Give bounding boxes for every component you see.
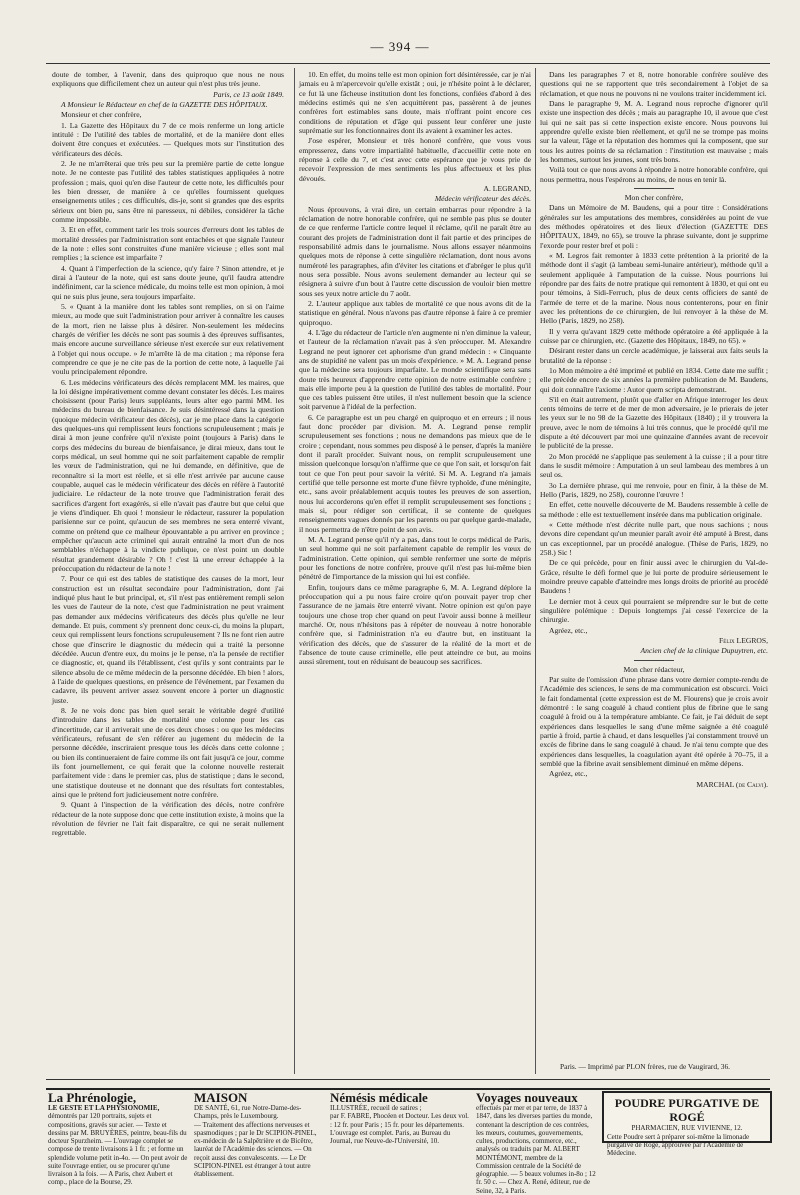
letter-paragraph: 3o La dernière phrase, qui me renvoie, pour en finir, à la thèse de M. Hello (Paris, 1829, no 258), couronne l'œuvre !: [540, 480, 768, 500]
top-rule: [46, 63, 770, 64]
reply-paragraph: 4. L'âge du rédacteur de l'article n'en augmente ni n'en diminue la valeur, et l'auteur de la réclamation n'avait pas à s'en préoccuper. M. Alexandre Legrand ne peut ignorer cet aphorisme d'un grand médecin : « Cinquante ans de stupidité ne valent pas un mois d'expérience. » M. A. Legrand pense que la médecine sera toujours imparfaite. Le monde scientifique sera sans doute très heureux d'apprendre cette opinion de notre estimable confrère ; mais elle importe peu à la question de l'utilité des tables de mortalité. Pour que ces tables puissent être utiles, il n'est nullement besoin que la science soit parvenue à l'idéal de la perfection.: [299, 327, 531, 412]
letter-salutation: Mon cher confrère,: [624, 192, 684, 202]
letter-address: A Monsieur le Rédacteur en chef de la GAZETTE DES HÔPITAUX.: [61, 99, 268, 109]
footer-rule: [46, 1079, 770, 1080]
ad-text: effectués par mer et par terre, de 1837 à 1847, dans les diverses parties du monde, contenant la description de ces contrées, les mœurs, coutumes, gouvernements, cultes, productions, commerce, etc., analysés ou traduits par M. ALBERT MONTÉMONT, membre de la Commission centrale de la Société de géographie. — 5 beaux volumes in-8o ; 12 fr. 50 c. — Chez A. René, éditeur, rue de Seine, 32, à Paris.: [476, 1104, 596, 1195]
printer-imprint: Paris. — Imprimé par PLON frères, rue de Vaugirard, 36.: [560, 1062, 731, 1071]
ad-nemesis: [330, 1090, 470, 1145]
ad-title: MAISON: [194, 1090, 248, 1105]
ad-subtitle: DE SANTÉ, 61, rue Notre-Dame-des-Champs, près le Luxembourg.: [194, 1104, 302, 1121]
reply-paragraph: 6. Ce paragraphe est un peu chargé en quiproquo et en erreurs ; il nous faut donc procéder par division. M. A. Legrand pense remplir scrupuleusement ses fonctions ; nous ne demandons pas mieux que de le croire ; cependant, nous sommes peu disposé à le penser, d'après la manière dont il paraît procéder. Suivant nous, on remplit scrupuleusement une mission quelconque lorsqu'on n'affirme que ce que l'on sait, et lorsqu'on fait tout ce que l'on peut pour savoir la vérité. Si M. A. Legrand n'a jamais certifié que telle personne est morte d'une fièvre typhoïde, d'une méningite, etc., sans avoir préalablement acquis toutes les preuves de son assertion, nous lui accorderons qu'en effet il remplit scrupuleusement ses fonctions ; mais si, pour rédiger son certificat, il se contente de quelques renseignements vagues donnés par les parents ou par quelque garde-malade, il nous permettra de n'être point de son avis.: [299, 412, 531, 534]
ad-voyages: [476, 1090, 596, 1195]
letter-quote: « Cette méthode n'est décrite nulle part, que nous sachions ; nous devons dire cependant qu'un meunier paraît avoir été amputé à Brest, dans un cas exceptionnel, par un procédé analogue. (Thèse de Paris, 1829, no 258.) Sic !: [540, 520, 768, 558]
ad-title: POUDRE PURGATIVE DE ROGÉ: [614, 1096, 760, 1125]
letter-salutation: Monsieur et cher confrère,: [61, 110, 142, 120]
letter-paragraph: 4. Quant à l'imperfection de la science, qu'y faire ? Sinon attendre, et je dirai à l'auteur de la note, qui est sans doute jeune, qu'il faudra attendre indéfiniment, car la science médicale, du moins telle est mon opinion, à moi qui ne suis plus jeune, sera toujours imparfaite.: [52, 263, 284, 301]
ad-text: Cette Poudre sert à préparer soi-même la limonade purgative de Rogé, approuvée par l'Académie de Médecine.: [607, 1132, 750, 1158]
letter-quote: « M. Legros fait remonter à 1833 cette prétention à la priorité de la méthode dont il s'agit (à lambeau semi-lunaire antérieur), méthode qu'il a seulement appliquée à l'amputation de la cuisse. Nous pourrions lui répondre par des faits de notre pratique qui remontent à 1830, et qui ont eu pour témoins, à Sidi-Ferruch, plus de deux cents officiers de santé de l'armée de terre et de la marine. Nous nous contenterons, pour en finir avec les prétentions de ce chirurgien, de lui renvoyer à la thèse de M. Hello (Paris, 1829, no 258).: [540, 250, 768, 326]
reply-paragraph: Voilà tout ce que nous avons à répondre à notre honorable confrère, qui nous permettra, nous l'espérons au moins, de nous en tenir là.: [540, 165, 768, 184]
letter-paragraph: 5. « Quant à la manière dont les tables sont remplies, on si on l'aime mieux, au mode que suit l'administration pour arriver à connaître les causes de la mort, rien ne laisse plus à désirer. Non-seulement les médecins chargés de vérifier les décès ne sont pas soumis à des épreuves suffisantes, mais encore aucune surveillance sérieuse n'est exercée sur eux relativement à l'objet qui nous occupe. » Je m'arrête là de ma citation ; ma réponse fera comprendre ce que je ne cite pas de la portion de cette note, à laquelle j'ai voulu principalement répondre.: [52, 301, 284, 377]
letter-paragraph: 1. La Gazette des Hôpitaux du 7 de ce mois renferme un long article intitulé : De l'utilité des tables de mortalité, et de la manière dont elles doivent être conçues et exécutées. — Quelques mots sur l'institution des vérificateurs des décès.: [52, 120, 284, 158]
dateline: Paris, ce 13 août 1849.: [213, 89, 284, 99]
ad-subtitle: LE GESTE ET LA PHYSIONOMIE,: [48, 1104, 160, 1112]
ad-title: Voyages nouveaux: [476, 1090, 578, 1105]
column-3: [540, 70, 768, 790]
letter-paragraph: 9. Quant à l'inspection de la vérification des décès, notre confrère rédacteur de la note suppose donc que cette institution existe, à moins que la révolution de février ne l'ait fait disparaître, ce qui ne serait nullement regrettable.: [52, 800, 284, 838]
letter-quote: Il y verra qu'avant 1829 cette méthode opératoire a été appliquée à la cuisse par ce chirurgien, etc. (Gazette des Hôpitaux, 1849, no 65). »: [540, 326, 768, 345]
ad-poudre-roge: [602, 1091, 772, 1158]
page-number: — 394 —: [370, 39, 430, 54]
section-separator: [634, 188, 674, 189]
signature: MARCHAL (de Calvi).: [696, 779, 768, 789]
reply-paragraph: Dans les paragraphes 7 et 8, notre honorable confrère soulève des questions qui ne se rapportent que très secondairement à l'objet de sa réclamation, et que nous ne pouvons ni ne voulons traiter incidemment ici.: [540, 70, 768, 98]
letter-paragraph: 1o Mon mémoire a été imprimé et publié en 1834. Cette date me suffit ; elle précède encore de six années la première publication de M. Baudens, qui doit connaître l'axiome : Autor quem scripta demonstrant.: [540, 365, 768, 394]
letter-paragraph: Dans un Mémoire de M. Baudens, qui a pour titre : Considérations générales sur les amputations des membres, considérées au point de vue des méthodes opératoires et des lieux d'élection (GAZETTE DES HÔPITAUX, 1849, no 65), se trouve la phrase suivante, dont je supprime l'exorde pour rester bref et poli :: [540, 203, 768, 250]
signature-title: Ancien chef de la clinique Dupuytren, etc.: [640, 646, 768, 656]
letter-paragraph: 7. Pour ce qui est des tables de statistique des causes de la mort, leur construction est un résultat secondaire pour l'administration, dont j'ai indiqué plus haut le but principal, et, s'il n'est pas entièrement rempli selon les vues de l'auteur de la note, c'est que l'administration ne peut vraiment pas demander aux médecins vérificateurs des décès plus qu'elle ne leur demande. Et puis, comment s'y prennent donc ceux-ci, du moins la plupart, ceux qui remplissent leurs fonctions scrupuleusement ? Ils ne font rien autre chose que d'inscrire le diagnostic du médecin qui a traité la personne décédée. Aucun d'entre eux, du moins je le pense, n'a la pensée de rectifier ce diagnostic, et, quand ils l'établissent, c'est qu'ils y sont contraints par le silence absolu de ce même médecin de la personne décédée. Eh bien ! alors, à l'aide de quelques questions, en présence de l'événement, par l'examen du cadavre, ils peuvent arriver assez souvent encore à porter un diagnostic juste.: [52, 574, 284, 705]
letter-paragraph: Par suite de l'omission d'une phrase dans votre dernier compte-rendu de l'Académie des sciences, le sens de ma communication est obscurci. Voici le fait fondamental (cette expression est de M. Flourens) que je crois avoir démontré : le sang coagulé à chaud contient plus de fibrine que le sang coagulé à froid ou à la température ambiante. Ce fait, je l'ai déduit de sept expériences dans lesquelles le sang d'une même saignée a été coagulé partie à froid, partie à chaud, et dans lesquelles j'ai constamment trouvé un excès de fibrine dans le sang coagulé à chaud. Je n'ai tenu compte que des expériences dans lesquelles, la coagulation ayant été opérée à 70–75, il a semblé que la fibrine avait sensiblement diminué en même dépens.: [540, 675, 768, 768]
letter-paragraph: S'il en était autrement, plutôt que d'aller en Afrique interroger les deux cents témoins de terre et de mer de mon adversaire, je le prierais de jeter les yeux sur le no 98 de la Gazette des Hôpitaux (1840) ; il y trouvera la preuve, avec le nom de témoins à lui très connus, que le procédé qu'il me dispute a été découvert par moi une quinzaine d'années avant de recevoir le publicité de la presse.: [540, 394, 768, 451]
signature-title: Médecin vérificateur des décès.: [434, 194, 531, 204]
ad-phrenologie: [48, 1090, 188, 1187]
letter-paragraph: Le dernier mot à ceux qui pourraient se méprendre sur le but de cette singulière polémique : Depuis longtemps j'ai cessé l'exercice de la chirurgie.: [540, 596, 768, 625]
letter-closing: J'ose espérer, Monsieur et très honoré confrère, que vous vous empresserez, dans votre impartialité habituelle, d'accueillir cette note en réponse à celle du 7, et c'est avec cette espérance que je vous prie de recevoir l'expression de mes sentiments les plus affectueux et les plus dévoués.: [299, 136, 531, 183]
column-1: [52, 70, 284, 839]
letter-paragraph: 6. Les médecins vérificateurs des décès remplacent MM. les maires, que la loi désigne impérativement comme devant constater les décès. Les maires choisissent (pour Paris) leurs suppléants, leurs alter ego parmi MM. les médecins du bureau de bienfaisance. Je suis désintéressé dans la question (quoique médecin vérificateur des décès), car je me place dans la catégorie des quelques-uns qui remplissent leurs fonctions scrupuleusement ; mais je dirai à mon jeune confrère qu'il n'existe point (toujours à Paris) dans le corps des médecins du bureau de bienfaisance, je dirai mieux, dans tout le corps médical, un seul homme qui ne soit parfaitement capable de remplir les vœux de l'administration, qui ne lui demande, en définitive, que de reconnaître si la mort est réelle, et si elle n'est arrivée par aucune cause coupable, auquel cas le médecin vérificateur des décès en réfère à l'autorité judiciaire. Le rédacteur de la note trouve que l'administration ferait des sacrifices d'argent fort exagérés, si elle n'avait pas d'autre but que celui que je viens d'indiquer. Eh quoi ! monsieur le rédacteur, rassurer la population parisienne sur ce point, qu'aucun de ses membres ne sera enterré vivant, comme on prétend que ce malheur épouvantable a pu arriver en province ; empêcher qu'aucun acte criminel qui aurait entraîné la mort d'un de nos semblables n'échappe à la vindicte publique, ce n'est point un double résultat grandement désirable ? Oh ! c'est là une erreur échappée à la préoccupation du rédacteur de la note !: [52, 377, 284, 574]
letter-paragraph: En effet, cette nouvelle découverte de M. Baudens ressemble à celle de sa méthode : elle est textuellement insérée dans ma publication originale.: [540, 500, 768, 519]
opening-paragraph: doute de tomber, à l'avenir, dans des quiproquo que nous ne nous expliquons que difficilement chez un auteur qui n'est plus très jeune.: [52, 70, 284, 89]
reply-paragraph: 2. L'auteur applique aux tables de mortalité ce que nous avons dit de la statistique en général. Nous n'avons pas d'autre réponse à faire à ce premier quiproquo.: [299, 298, 531, 327]
column-rule-2: [535, 68, 536, 1074]
letter-salutation: Mon cher rédacteur,: [623, 664, 685, 674]
section-separator: [634, 660, 674, 661]
ad-title: Némésis médicale: [330, 1090, 428, 1105]
advertisements: [46, 1090, 770, 1195]
letter-paragraph: 10. En effet, du moins telle est mon opinion fort désintéressée, car je n'ai jamais eu à m'apercevoir qu'elle existât ; oui, je n'hésite point à le déclarer, ce fut là une fâcheuse institution dont les fonctions, confiées d'abord à des médecins estimés qui ne s'en acquittèrent pas, passèrent à de jeunes confrères fort estimables sans doute, mais n'offrant point encore ces conditions de réputation et d'âge qui pussent leur conférer une juste suprématie sur les fonctionnaires dont ils avaient à examiner les actes.: [299, 70, 531, 135]
reply-paragraph: Dans le paragraphe 9, M. A. Legrand nous reproche d'ignorer qu'il existe une inspection des décès ; mais au paragraphe 10, il avoue que c'est lui qui ne sait pas si cette inspection existe encore. Nous pouvons lui apprendre qu'elle existe bien réellement, et qu'il ne se trompe pas moins sur la valeur, l'âge et la réputation des hommes qui la composent, que sur tous les autres points de sa réclamation : l'institution est mauvaise ; mais les hommes, surtout les jeunes, sont très bons.: [540, 98, 768, 164]
reply-paragraph: M. A. Legrand pense qu'il n'y a pas, dans tout le corps médical de Paris, un seul homme qui ne soit parfaitement capable de remplir les vœux de l'administration. Cette opinion, qui semble renfermer une sorte de mépris pour les fonctions de notre confrère, prouve qu'il n'est pas lui-même bien pénétré de l'importance de la mission qui lui est confiée.: [299, 535, 531, 582]
ad-text: — Traitement des affections nerveuses et spasmodiques ; par le Dr SCIPION-PINEL, ex-médecin de la Salpêtrière et de Bicêtre, lauréat de l'Académie des sciences. — On reçoit aussi des convalescents. — Le Dr SCIPION-PINEL est étranger à tout autre établissement.: [194, 1120, 317, 1178]
letter-sign-off: Agréez, etc.,: [549, 625, 588, 635]
ad-text: démontrés par 120 portraits, sujets et compositions, gravés sur acier. — Texte et dessins par M. BRUYÈRES, peintre, beau-fils du docteur Spurzheim. — L'ouvrage complet se compose de trente livraisons à 1 fr. ; et forme un splendide volume petit in-4o. — On peut avoir de suite l'ouvrage entier, ou se procurer qu'une livraison à la fois. — A Paris, chez Aubert et comp., place de la Bourse, 29.: [48, 1112, 188, 1187]
column-2: [299, 70, 531, 668]
reply-paragraph: Nous éprouvons, à vrai dire, un certain embarras pour répondre à la réclamation de notre honorable confrère, qui ne semble pas plus se douter de ce que renferme l'article contre lequel il réclame, qu'il ne paraît être au courant des projets de l'administration dont il fait partie et des principes de responsabilité admis dans le journalisme. Nous allons essayer néanmoins quelques mots de réponse à cette singulière réclamation, dont nous avons numéroté les paragraphes, afin d'éviter les citations et d'abréger le plus qu'il nous sera possible. Nous avons seulement demander au lecteur qui se résignera à suivre d'un bout à l'autre cette discussion de vouloir bien mettre sous ses yeux notre article du 7 août.: [299, 204, 531, 298]
ad-subtitle: PHARMACIEN, RUE VIVIENNE, 12.: [631, 1124, 743, 1133]
column-rule-1: [294, 68, 295, 1074]
letter-paragraph: 8. Je ne vois donc pas bien quel serait le véritable degré d'utilité d'introduire dans les tables de mortalité une colonne pour les cas d'incertitude, car il arriverait une de ces deux choses : ou que les médecins vérificateurs, refusant de s'en référer au jugement du médecin de la personne décédée, inscriraient presque tous les décès dans cette colonne ; ou bien ils continueraient de faire comme ils ont fait jusqu'à ce jour, comme ils font journellement, ce qui ferait que la colonne nouvelle resterait parfaitement vide : dans le premier cas, plus de statistique ; dans le second, une statistique douteuse et ne donnant que des résultats fort contestables, ainsi que le prétend fort judicieusement notre confrère.: [52, 705, 284, 799]
ad-title: La Phrénologie,: [48, 1090, 137, 1105]
reply-paragraph: Enfin, toujours dans ce même paragraphe 6, M. A. Legrand déplore la préoccupation qui a pu nous faire croire qu'on pouvait payer trop cher l'assurance de ne jamais être enterré vivant. Notre opinion est qu'on paye toujours une chose trop cher quand on peut l'avoir aussi bonne à meilleur marché. Or, nous n'hésitons pas à répéter de nouveau à notre honorable confrère que, si l'administration n'a eu d'autre but, en instituant la vérification des décès, que de s'assurer de la réalité de la mort et de l'absence de toute cause criminelle, elle peut atteindre ce but, au moins aussi sûrement, tout en réduisant de beaucoup ses sacrifices.: [299, 582, 531, 667]
signature: A. LEGRAND,: [483, 183, 531, 193]
ad-maison-sante: [194, 1090, 324, 1178]
letter-sign-off: Agréez, etc.,: [549, 769, 588, 779]
letter-paragraph: De ce qui précède, pour en finir aussi avec le chirurgien du Val-de-Grâce, résulte le défi formel que je lui porte de produire sérieusement le moindre preuve capable d'atteindre mes longs droits de priorité au procédé Baudens !: [540, 558, 768, 596]
letter-paragraph: 3. Et en effet, comment tarir les trois sources d'erreurs dont les tables de mortalité dressées par l'administration sont entachées et que signale l'auteur de la note : elles sont construites d'une manière vicieuse ; elles sont mal remplies ; la science est imparfaite ?: [52, 225, 284, 263]
signature: Félix LEGROS,: [719, 636, 768, 646]
ad-subtitle: ILLUSTRÉE, recueil de satires ;: [330, 1104, 422, 1112]
ad-text: par F. FABRE, Phocéen et Docteur. Les deux vol. : 12 fr. pour Paris ; 15 fr. pour les départements. L'ouvrage est complet. Paris, au Bureau du Journal, rue Neuve-de-l'Université, 10.: [330, 1112, 469, 1145]
letter-paragraph: Désirant rester dans un cercle académique, je laisserai aux faits seuls la brutalité de la réponse :: [540, 346, 768, 365]
letter-paragraph: 2. Je ne m'arrêterai que très peu sur la première partie de cette longue note. Je ne conteste pas l'utilité des tables statistiques appliquées à notre profession ; mais, quoi qu'en dise l'auteur de cette note, les difficultés pour les bien dresser, de manière à ce qu'elles fournissent quelques enseignements utiles ; ces difficultés, dis-je, sont si grandes que des esprits sérieux ont bien pu, sans être ni paresseux, ni débiles, considérer la tâche comme impossible.: [52, 158, 284, 224]
letter-paragraph: 2o Mon procédé ne s'applique pas seulement à la cuisse ; il a pour titre dans le susdit mémoire : Amputation à un seul lambeau des membres à un seul os.: [540, 451, 768, 480]
